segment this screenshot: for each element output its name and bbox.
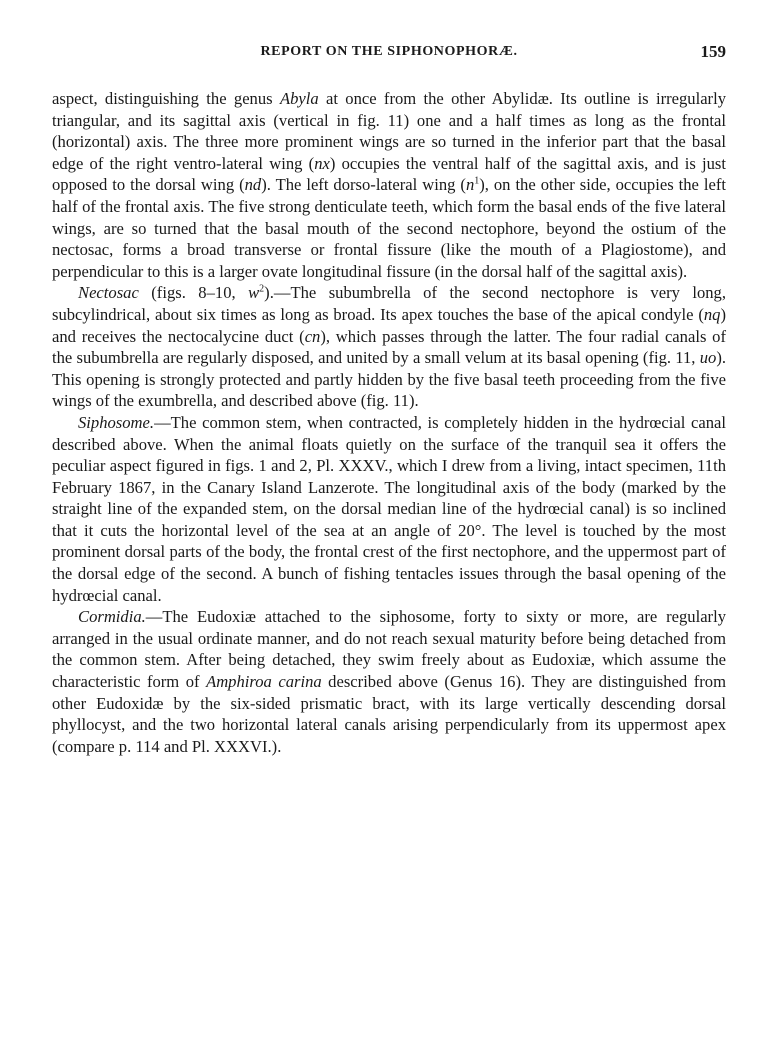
body-text [52, 88, 726, 757]
italic-run: Amphiroa carina [206, 672, 322, 692]
text-run: ) and receives the nectocalycine duct ( [52, 304, 726, 346]
italic-run: uo [699, 348, 717, 368]
italic-run: nx [314, 153, 330, 173]
paragraph [52, 606, 726, 757]
italic-run: n [465, 175, 475, 195]
italic-run: Cormidia. [78, 607, 146, 627]
italic-run: Abyla [279, 89, 319, 108]
text-run: ). This opening is strongly protected and partly hidden by the five basal teeth proceeding from the five wings of the exumbrella, and described above (fig. 11). [52, 348, 726, 411]
paragraph [52, 282, 726, 412]
text-run: ) occupies the ventral half of the sagittal axis, and is just opposed to the dorsal wing ( [52, 153, 726, 195]
text-run: —The Eudoxiæ attached to the siphosome, forty to sixty or more, are regularly arranged in the usual ordinate manner, and do not reach sexual maturity before being detached from the common stem. After being detached, they swim freely about as Eudoxiæ, which assume the characteristic form of [52, 607, 726, 692]
running-title: REPORT ON THE SIPHONOPHORÆ. [260, 44, 518, 59]
text-run: —The common stem, when contracted, is completely hidden in the hydrœcial canal described above. When the animal floats quietly on the surface of the tranquil sea it offers the peculiar aspect figured in figs. 1 and 2, Pl. XXXV., which I drew from a living, intact specimen, 11th February 1867, in the Canary Island Lanzerote. The longitudinal axis of the body (marked by the straight line of the expanded stem, on the dorsal median line of the hydrœcial canal) is so inclined that it cuts the horizontal level of the sea at an angle of 20°. The level is touched by the most prominent dorsal parts of the body, the frontal crest of the first nectophore, and the uppermost part of the dorsal edge of the second. A bunch of fishing tentacles issues through the basal opening of the hydrœcial canal. [52, 412, 726, 605]
paragraph [52, 88, 726, 282]
running-head [52, 44, 726, 68]
text-run: at once from the other Abylidæ. Its outline is irregularly triangular, and its sagittal axis (vertical in fig. 11) one and a half times as long as the frontal (horizontal) axis. The three more prominent wings are so turned in the inferior part that the basal edge of the right ventro-lateral wing ( [52, 89, 726, 173]
italic-run: w [248, 283, 260, 303]
italic-run: nd [244, 175, 262, 195]
italic-run: cn [304, 326, 321, 346]
text-run: (figs. 8–10, [138, 283, 249, 303]
superscript: 2 [259, 283, 265, 295]
text-run: ), on the other side, occupies the left half of the frontal axis. The five strong denticulate teeth, which form the basal ends of the five lateral wings, are so turned that the basal mouth of the second nectophore, beyond the ostium of the nectosac, forms a broad transverse or frontal fissure (like the mouth of a Plagiostome), and perpendicular to this is a larger ovate longitudinal fissure (in the dorsal half of the sagittal axis). [52, 175, 726, 281]
superscript: 1 [474, 175, 480, 187]
italic-run: nq [703, 304, 721, 324]
text-run: ).—The subumbrella of the second nectophore is very long, subcylindrical, about six times as long as broad. Its apex touches the base of the apical condyle ( [52, 283, 726, 324]
page-number: 159 [700, 42, 726, 61]
italic-run: Siphosome. [78, 412, 155, 432]
text-run: described above (Genus 16). They are distinguished from other Eudoxidæ by the six-sided prismatic bract, with its large vertically descending dorsal phyllocyst, and the two horizontal lateral canals arising perpendicularly from its uppermost apex (compare p. 114 and Pl. XXXVI.). [52, 672, 726, 756]
text-run: ). The left dorso-lateral wing ( [261, 175, 466, 195]
text-run: aspect, distinguishing the genus [52, 89, 280, 108]
italic-run: Nectosac [78, 283, 139, 303]
paragraph [52, 412, 726, 606]
text-run: ), which passes through the latter. The four radial canals of the subumbrella are regularly disposed, and united by a small velum at its basal opening (fig. 11, [52, 326, 726, 368]
